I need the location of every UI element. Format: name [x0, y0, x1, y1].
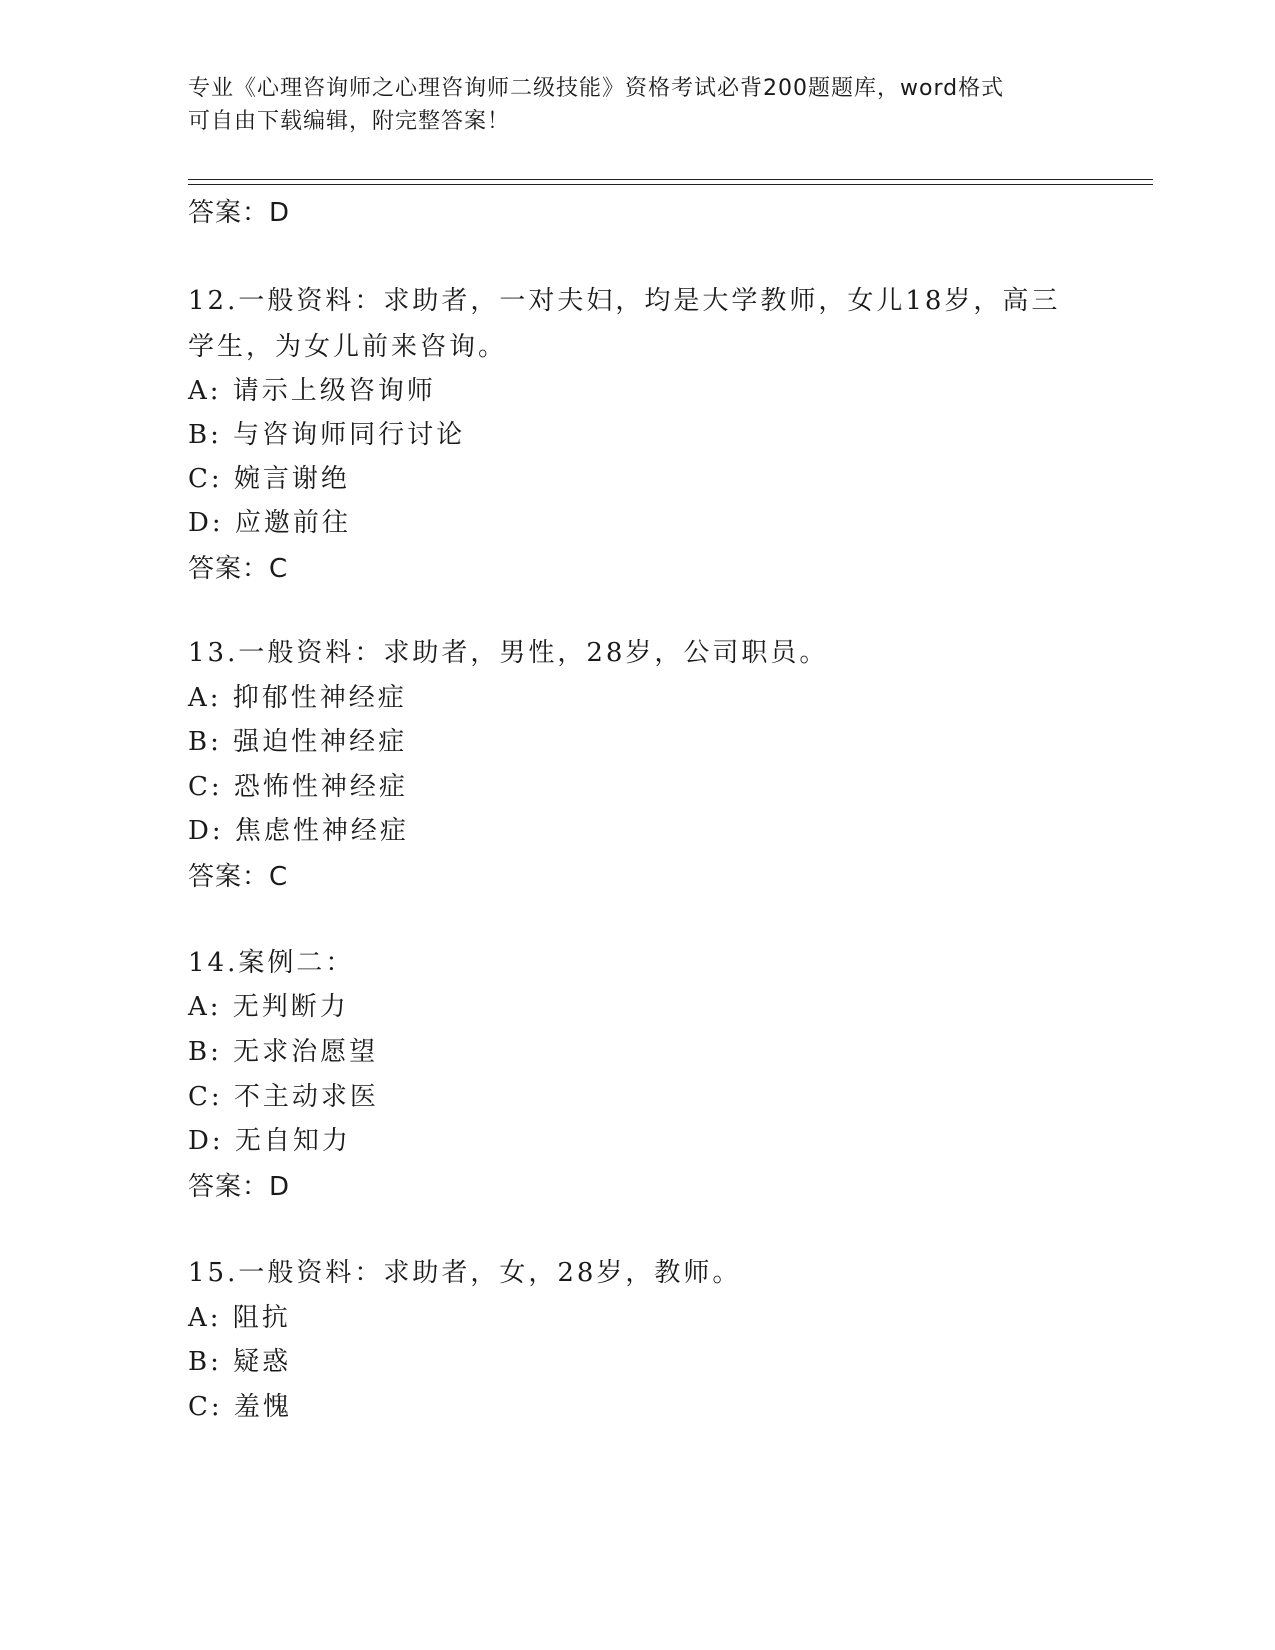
header-line-1: 专业《心理咨询师之心理咨询师二级技能》资格考试必背200题题库，word格式 [188, 76, 1005, 101]
question-14-answer: 答案：D [188, 1172, 291, 1202]
previous-answer: 答案：D [188, 198, 291, 228]
question-15-option-b: B: 疑惑 [188, 1347, 292, 1377]
question-12-stem-line-2: 学生，为女儿前来咨询。 [188, 332, 508, 362]
question-13-stem: 13.一般资料：求助者，男性，28岁，公司职员。 [188, 638, 829, 668]
question-14-stem: 14.案例二： [188, 948, 355, 978]
question-14-option-b: B: 无求治愿望 [188, 1037, 379, 1067]
question-15-option-c: C: 羞愧 [188, 1392, 292, 1422]
header-line-2: 可自由下载编辑，附完整答案！ [188, 109, 511, 134]
header-rule-bottom [188, 184, 1153, 185]
question-12-option-c: C: 婉言谢绝 [188, 464, 350, 494]
question-12-option-d: D: 应邀前往 [188, 508, 351, 538]
question-15-stem: 15.一般资料：求助者，女，28岁，教师。 [188, 1258, 742, 1288]
question-12-option-b: B: 与咨询师同行讨论 [188, 420, 466, 450]
question-13-option-a: A: 抑郁性神经症 [188, 683, 407, 713]
question-12-stem [188, 278, 1088, 370]
question-12-answer: 答案：C [188, 554, 289, 584]
question-14-option-c: C: 不主动求医 [188, 1082, 379, 1112]
question-13-option-b: B: 强迫性神经症 [188, 727, 408, 757]
question-15-option-a: A: 阻抗 [188, 1303, 291, 1333]
question-13-option-d: D: 焦虑性神经症 [188, 816, 409, 846]
question-14-option-a: A: 无判断力 [188, 992, 349, 1022]
question-14-option-d: D: 无自知力 [188, 1126, 351, 1156]
question-13-answer: 答案：C [188, 862, 289, 892]
question-13-option-c: C: 恐怖性神经症 [188, 772, 408, 802]
header-rule-top [188, 179, 1153, 180]
question-12-option-a: A: 请示上级咨询师 [188, 376, 436, 406]
document-header [188, 72, 1078, 138]
question-12-stem-line-1: 12.一般资料：求助者，一对夫妇，均是大学教师，女儿18岁，高三 [188, 286, 1061, 316]
